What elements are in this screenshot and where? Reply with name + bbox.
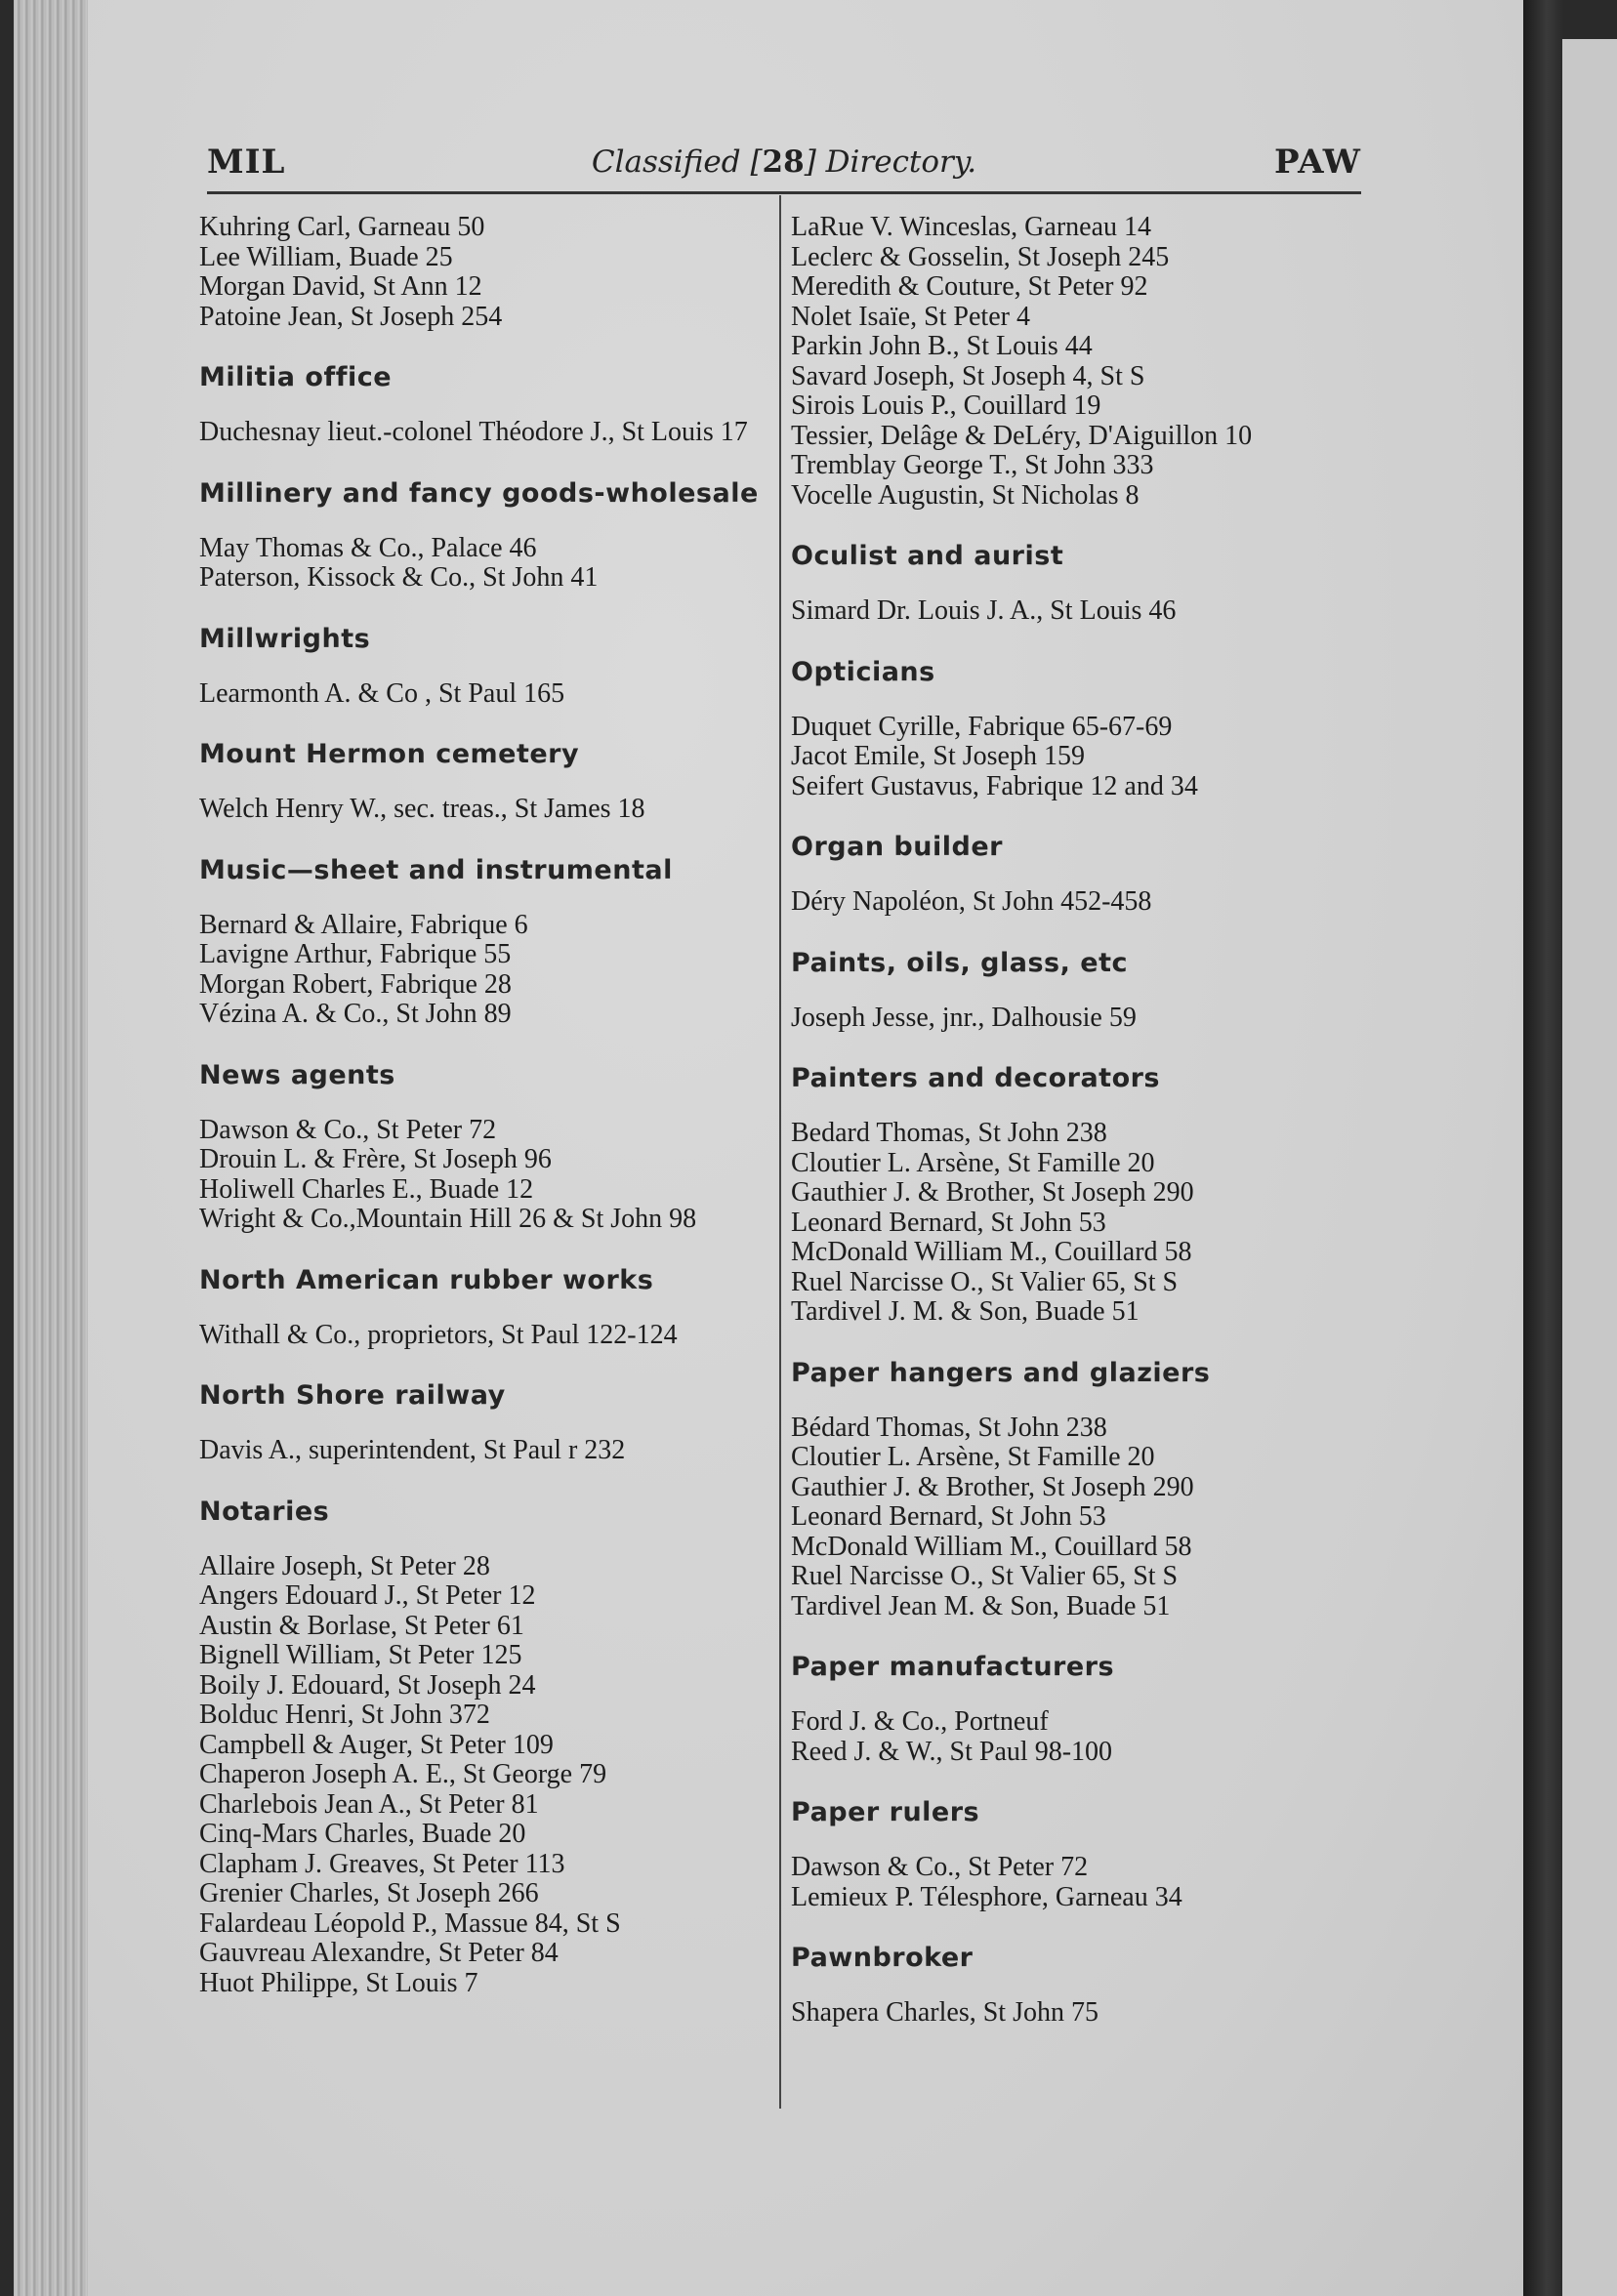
directory-entry: Cinq-Mars Charles, Buade 20 <box>199 1819 526 1849</box>
header-title <box>207 144 1361 180</box>
directory-entry: Lavigne Arthur, Fabrique 55 <box>199 939 512 969</box>
section-heading: Notaries <box>199 1496 330 1527</box>
directory-section <box>199 855 773 1030</box>
directory-entry: Gauthier J. & Brother, St Joseph 290 <box>791 1177 1194 1208</box>
page-edges <box>14 0 92 2296</box>
directory-entry: Simard Dr. Louis J. A., St Louis 46 <box>791 595 1177 626</box>
directory-entry: Tessier, Delâge & DeLéry, D'Aiguillon 10 <box>791 420 1253 451</box>
directory-entry: Meredith & Couture, St Peter 92 <box>791 271 1148 302</box>
directory-entry: Bedard Thomas, St John 238 <box>791 1118 1107 1148</box>
directory-entry: Drouin L. & Frère, St Joseph 96 <box>199 1144 552 1174</box>
directory-entry: Leclerc & Gosselin, St Joseph 245 <box>791 241 1170 272</box>
directory-section <box>199 1380 773 1466</box>
directory-entry: Bernard & Allaire, Fabrique 6 <box>199 909 528 940</box>
directory-entry: Boily J. Edouard, St Joseph 24 <box>199 1669 536 1701</box>
directory-entry: Reed J. & W., St Paul 98-100 <box>791 1736 1113 1767</box>
section-heading: Oculist and aurist <box>791 541 1064 571</box>
right-column <box>791 213 1365 2029</box>
directory-section <box>199 1060 773 1235</box>
directory-entry: LaRue V. Winceslas, Garneau 14 <box>791 212 1152 242</box>
directory-section <box>791 1797 1365 1912</box>
directory-section <box>791 1943 1365 2029</box>
directory-entry: Tremblay George T., St John 333 <box>791 450 1154 480</box>
directory-entry: Lemieux P. Télesphore, Garneau 34 <box>791 1881 1182 1912</box>
directory-entry: Campbell & Auger, St Peter 109 <box>199 1729 554 1760</box>
directory-entry: Morgan David, St Ann 12 <box>199 271 482 302</box>
directory-entry: Gauthier J. & Brother, St Joseph 290 <box>791 1471 1194 1502</box>
section-heading: Millwrights <box>199 623 371 654</box>
section-heading: Paper hangers and glaziers <box>791 1357 1211 1388</box>
directory-entry: Withall & Co., proprietors, St Paul 122-124 <box>199 1319 678 1350</box>
page-number: 28 <box>762 144 805 180</box>
directory-entry: Kuhring Carl, Garneau 50 <box>199 212 485 242</box>
directory-entry: Tardivel Jean M. & Son, Buade 51 <box>791 1590 1171 1621</box>
directory-section <box>199 213 773 332</box>
directory-section <box>791 213 1365 511</box>
directory-entry: Ruel Narcisse O., St Valier 65, St S <box>791 1561 1179 1591</box>
directory-entry: Vocelle Augustin, St Nicholas 8 <box>791 479 1140 511</box>
directory-entry: Savard Joseph, St Joseph 4, St S <box>791 360 1145 391</box>
directory-entry: McDonald William M., Couillard 58 <box>791 1531 1192 1562</box>
directory-entry: Chaperon Joseph A. E., St George 79 <box>199 1759 607 1789</box>
directory-entry: Ruel Narcisse O., St Valier 65, St S <box>791 1266 1179 1297</box>
next-page-edge <box>1562 39 1617 2296</box>
section-heading: Opticians <box>791 656 935 687</box>
directory-entry: Cloutier L. Arsène, St Famille 20 <box>791 1442 1155 1472</box>
header-title-suffix: ] Directory. <box>804 144 977 180</box>
directory-section <box>199 739 773 825</box>
header-left-guide: MIL <box>207 143 286 182</box>
directory-entry: Lee William, Buade 25 <box>199 241 453 272</box>
section-heading: Painters and decorators <box>791 1063 1161 1093</box>
section-heading: North Shore railway <box>199 1380 506 1411</box>
directory-entry: Clapham J. Greaves, St Peter 113 <box>199 1848 565 1879</box>
directory-entry: Duquet Cyrille, Fabrique 65-67-69 <box>791 711 1173 742</box>
section-heading: Mount Hermon cemetery <box>199 739 580 769</box>
header-right-guide: PAW <box>1274 143 1361 182</box>
section-heading: Music—sheet and instrumental <box>199 854 673 885</box>
directory-entry: Davis A., superintendent, St Paul r 232 <box>199 1435 626 1465</box>
directory-entry: Welch Henry W., sec. treas., St James 18 <box>199 794 645 824</box>
directory-entry: Parkin John B., St Louis 44 <box>791 331 1093 361</box>
directory-entry: Nolet Isaïe, St Peter 4 <box>791 301 1030 332</box>
directory-entry: Déry Napoléon, St John 452-458 <box>791 886 1152 917</box>
directory-entry: Leonard Bernard, St John 53 <box>791 1207 1106 1238</box>
directory-entry: Shapera Charles, St John 75 <box>791 1997 1099 2028</box>
directory-entry: Charlebois Jean A., St Peter 81 <box>199 1788 539 1820</box>
directory-section <box>791 1063 1365 1328</box>
directory-section <box>199 624 773 710</box>
section-heading: Militia office <box>199 362 393 392</box>
directory-entry: Seifert Gustavus, Fabrique 12 and 34 <box>791 770 1198 801</box>
directory-entry: Dawson & Co., St Peter 72 <box>791 1852 1089 1882</box>
section-heading: Paper manufacturers <box>791 1652 1115 1682</box>
section-heading: North American rubber works <box>199 1264 654 1295</box>
directory-section <box>791 1652 1365 1767</box>
directory-entry: Huot Philippe, St Louis 7 <box>199 1967 478 1998</box>
directory-entry: Wright & Co.,Mountain Hill 26 & St John 98 <box>199 1204 697 1234</box>
directory-entry: Vézina A. & Co., St John 89 <box>199 999 512 1029</box>
directory-section <box>791 832 1365 918</box>
directory-section <box>199 362 773 448</box>
directory-section <box>199 1265 773 1351</box>
directory-entry: Holiwell Charles E., Buade 12 <box>199 1173 534 1205</box>
directory-entry: Gauvreau Alexandre, St Peter 84 <box>199 1938 559 1968</box>
directory-entry: Jacot Emile, St Joseph 159 <box>791 741 1085 771</box>
directory-section <box>791 541 1365 627</box>
left-column <box>199 213 773 1998</box>
directory-section <box>791 657 1365 802</box>
header-rule <box>207 191 1361 194</box>
directory-entry: Tardivel J. M. & Son, Buade 51 <box>791 1296 1140 1327</box>
directory-entry: May Thomas & Co., Palace 46 <box>199 532 537 563</box>
directory-entry: Sirois Louis P., Couillard 19 <box>791 390 1101 421</box>
directory-entry: Learmonth A. & Co , St Paul 165 <box>199 677 565 709</box>
directory-entry: McDonald William M., Couillard 58 <box>791 1237 1192 1267</box>
header-title-prefix: Classified [ <box>591 144 763 180</box>
directory-entry: Falardeau Léopold P., Massue 84, St S <box>199 1907 621 1939</box>
section-heading: Paints, oils, glass, etc <box>791 947 1129 978</box>
directory-entry: Leonard Bernard, St John 53 <box>791 1501 1106 1532</box>
directory-entry: Allaire Joseph, St Peter 28 <box>199 1550 490 1581</box>
directory-section <box>199 478 773 594</box>
section-heading: Millinery and fancy goods-wholesale <box>199 477 759 509</box>
book-gutter <box>1523 0 1562 2296</box>
section-heading: Paper rulers <box>791 1797 980 1827</box>
directory-entry: Cloutier L. Arsène, St Famille 20 <box>791 1147 1155 1178</box>
section-heading: Organ builder <box>791 832 1003 862</box>
directory-entry: Bolduc Henri, St John 372 <box>199 1700 490 1730</box>
section-heading: News agents <box>199 1059 395 1090</box>
directory-entry: Morgan Robert, Fabrique 28 <box>199 968 512 1000</box>
directory-entry: Angers Edouard J., St Peter 12 <box>199 1580 536 1611</box>
directory-entry: Patoine Jean, St Joseph 254 <box>199 301 503 332</box>
page-header <box>207 135 1361 193</box>
directory-entry: Bignell William, St Peter 125 <box>199 1640 522 1670</box>
directory-entry: Paterson, Kissock & Co., St John 41 <box>199 562 599 593</box>
directory-section <box>791 948 1365 1034</box>
directory-entry: Duchesnay lieut.-colonel Théodore J., St Louis 17 <box>199 417 748 447</box>
directory-entry: Austin & Borlase, St Peter 61 <box>199 1610 524 1641</box>
directory-entry: Joseph Jesse, jnr., Dalhousie 59 <box>791 1002 1137 1033</box>
directory-entry: Ford J. & Co., Portneuf <box>791 1706 1049 1737</box>
section-heading: Pawnbroker <box>791 1943 974 1973</box>
directory-section <box>791 1358 1365 1622</box>
directory-entry: Dawson & Co., St Peter 72 <box>199 1114 497 1145</box>
directory-entry: Grenier Charles, St Joseph 266 <box>199 1878 539 1908</box>
directory-entry: Bédard Thomas, St John 238 <box>791 1412 1107 1443</box>
column-divider <box>779 195 781 2109</box>
directory-section <box>199 1496 773 1999</box>
